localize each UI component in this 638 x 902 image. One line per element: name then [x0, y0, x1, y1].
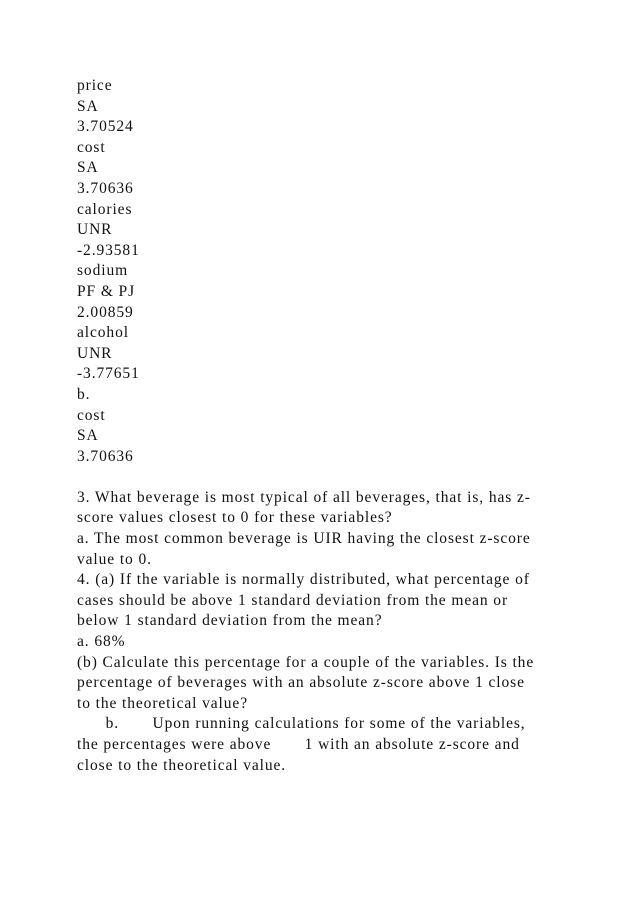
text-line: sodium	[77, 262, 129, 280]
text-line: price	[77, 77, 113, 94]
text-line: calories	[77, 200, 133, 218]
text-line: below 1 standard deviation from the mean?	[77, 612, 383, 630]
text-line: -3.77651	[77, 365, 140, 383]
text-line: a. The most common beverage is UIR having the closest z-score	[77, 530, 531, 548]
question-4a	[77, 570, 577, 652]
text-line: 3.70524	[77, 118, 134, 136]
text-line: SA	[77, 427, 99, 445]
text-line: 2.00859	[77, 303, 134, 321]
text-line: 3.70636	[77, 447, 134, 465]
text-line: 3. What beverage is most typical of all beverages, that is, has z-	[77, 488, 531, 506]
text-line: value to 0.	[77, 550, 152, 568]
text-line: to the theoretical value?	[77, 694, 248, 712]
text-line: close to the theoretical value.	[77, 756, 287, 774]
text-line: (b) Calculate this percentage for a couple of the variables. Is the	[77, 653, 535, 671]
text-line: 4. (a) If the variable is normally distributed, what percentage of	[77, 571, 530, 589]
text-line: SA	[77, 159, 99, 177]
text-line: UNR	[77, 344, 113, 362]
text-line: the percentages were above 1 with an absolute z-score and	[77, 736, 520, 753]
text-line: percentage of beverages with an absolute z-score above 1 close	[77, 674, 525, 692]
text-line: a. 68%	[77, 633, 126, 651]
question-3	[77, 488, 577, 570]
text-line: alcohol	[77, 324, 129, 342]
text-line: SA	[77, 97, 99, 115]
text-line: cases should be above 1 standard deviation from the mean or	[77, 591, 509, 609]
text-line: b. Upon running calculations for some of the variables,	[77, 715, 526, 733]
text-line: 3.70636	[77, 179, 134, 197]
text-line: UNR	[77, 221, 113, 239]
text-line: -2.93581	[77, 241, 140, 259]
document-body	[77, 76, 577, 776]
text-line: score values closest to 0 for these variables?	[77, 509, 393, 527]
paragraph-spacer	[77, 467, 577, 488]
values-list	[77, 76, 577, 467]
text-line: PF & PJ	[77, 282, 135, 300]
text-line: cost	[77, 406, 106, 424]
question-4b	[77, 653, 577, 777]
text-line: b.	[77, 385, 91, 403]
text-line: cost	[77, 138, 106, 156]
